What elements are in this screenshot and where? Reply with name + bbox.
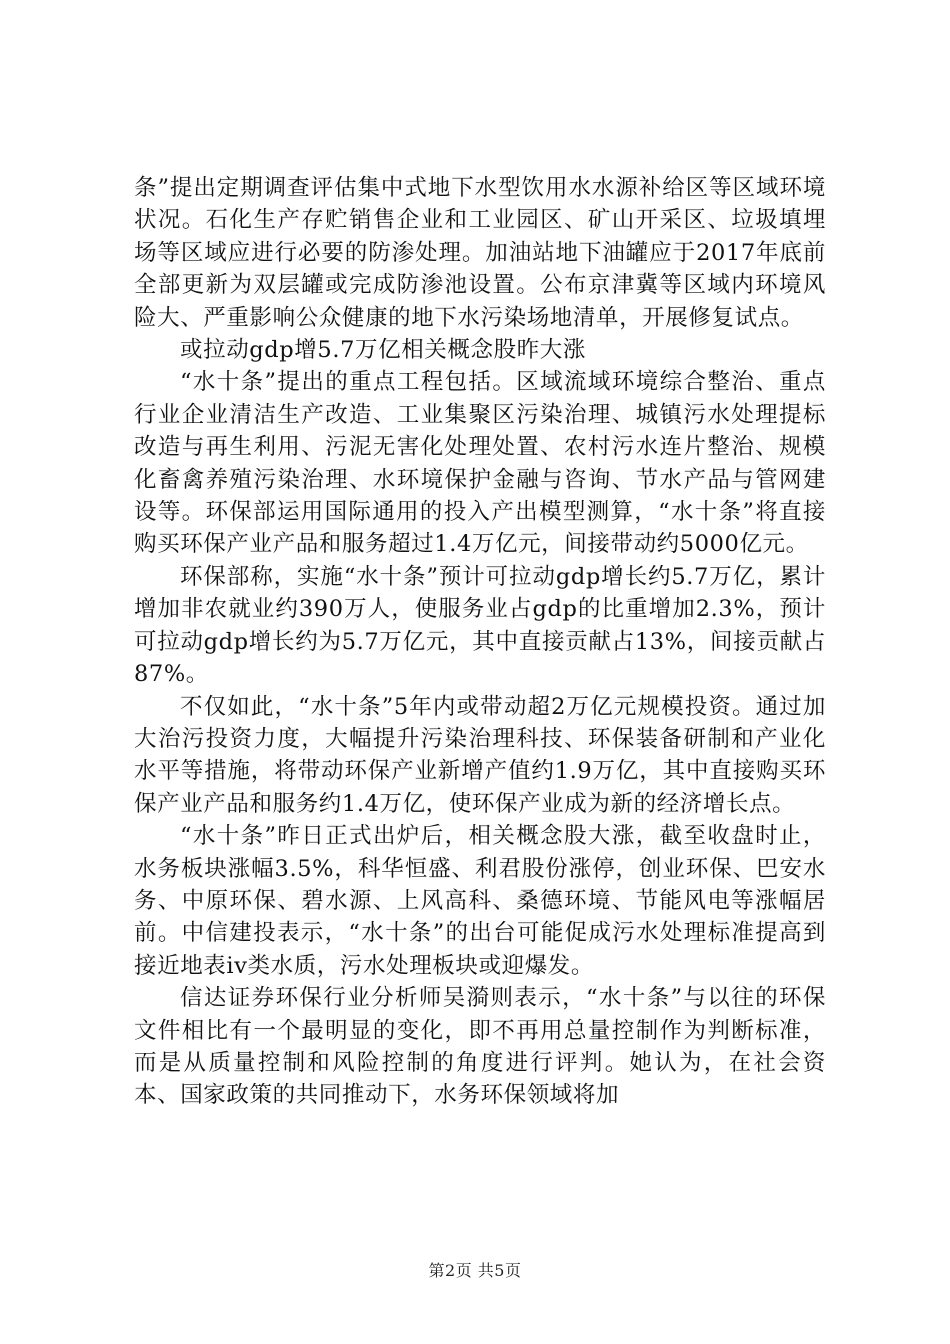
paragraph-1: 条”提出定期调查评估集中式地下水型饮用水水源补给区等区域环境状况。石化生产存贮销售企业和工业园区、矿山开采区、垃圾填埋场等区域应进行必要的防渗处理。加油站地下油罐应于2017年底前全部更新为双层罐或完成防渗池设置。公布京津冀等区域内环境风险大、严重影响公众健康的地下水污染场地清单，开展修复试点。 — [134, 175, 826, 331]
paragraph-3: “水十条”提出的重点工程包括。区域流域环境综合整治、重点行业企业清洁生产改造、工业集聚区污染治理、城镇污水处理提标改造与再生利用、污泥无害化处理处置、农村污水连片整治、规模化畜禽养殖污染治理、水环境保护金融与咨询、节水产品与管网建设等。环保部运用国际通用的投入产出模型测算，“水十条”将直接购买环保产业产品和服务超过1.4万亿元，间接带动约5000亿元。 — [134, 369, 826, 558]
paragraph-7: 信达证券环保行业分析师吴漪则表示，“水十条”与以往的环保文件相比有一个最明显的变化，即不再用总量控制作为判断标准，而是从质量控制和风险控制的角度进行评判。她认为，在社会资本、国家政策的共同推动下，水务环保领域将加 — [134, 985, 826, 1109]
page-number-footer: 第2页 共5页 — [428, 1261, 522, 1280]
paragraph-4: 环保部称，实施“水十条”预计可拉动gdp增长约5.7万亿，累计增加非农就业约390万人，使服务业占gdp的比重增加2.3%，预计可拉动gdp增长约为5.7万亿元，其中直接贡献占13%，间接贡献占87%。 — [134, 563, 826, 688]
paragraph-5: 不仅如此，“水十条”5年内或带动超2万亿元规模投资。通过加大治污投资力度，大幅提升污染治理科技、环保装备研制和产业化水平等措施，将带动环保产业新增产值约1.9万亿，其中直接购买环保产业产品和服务约1.4万亿，使环保产业成为新的经济增长点。 — [134, 693, 826, 817]
paragraph-6: “水十条”昨日正式出炉后，相关概念股大涨，截至收盘时止，水务板块涨幅3.5%，科华恒盛、利君股份涨停，创业环保、巴安水务、中原环保、碧水源、上风高科、桑德环境、节能风电等涨幅居前。中信建投表示，“水十条”的出台可能促成污水处理标准提高到接近地表iv类水质，污水处理板块或迎爆发。 — [134, 823, 826, 979]
paragraph-2-subheading: 或拉动gdp增5.7万亿相关概念股昨大涨 — [180, 337, 586, 364]
document-body — [134, 172, 826, 1112]
